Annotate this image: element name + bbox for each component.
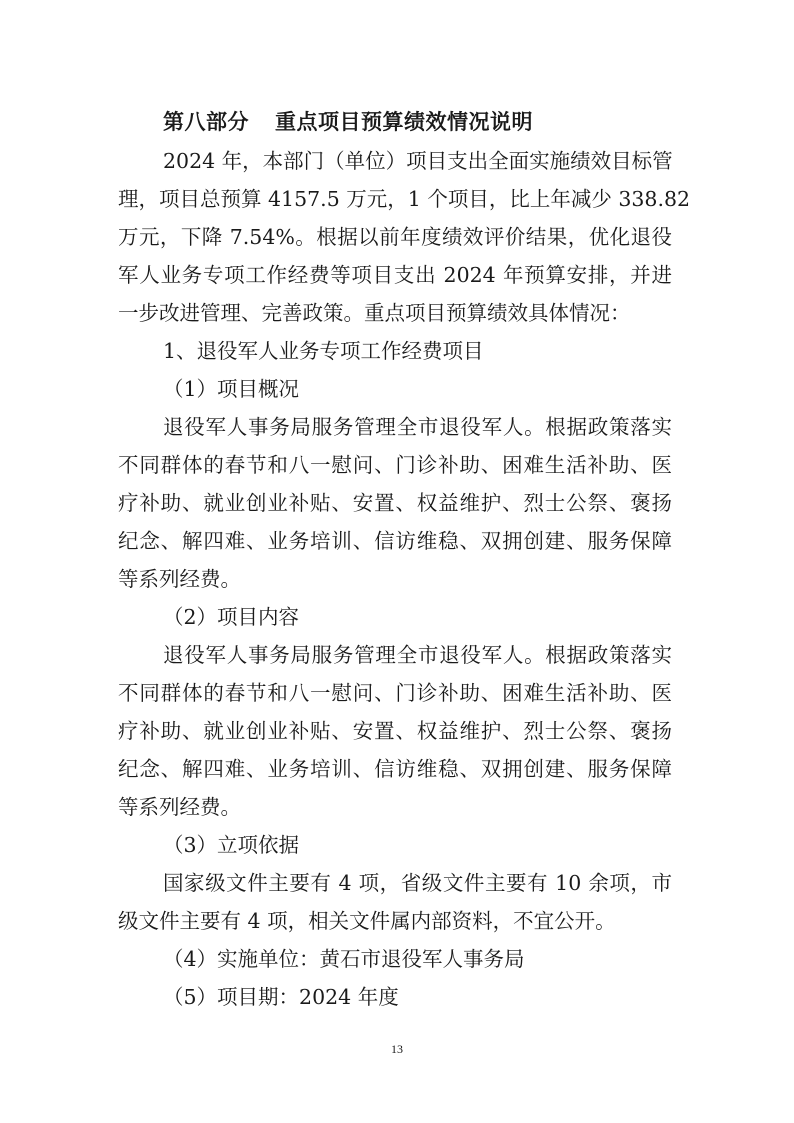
intro-line-2: 理，项目总预算 4157.5 万元，1 个项目，比上年减少 338.82 bbox=[118, 187, 691, 211]
item-heading-1: 1、退役军人业务专项工作经费项目 bbox=[163, 339, 484, 363]
content-line-4: 纪念、解四难、业务培训、信访维稳、双拥创建、服务保障 bbox=[118, 757, 672, 781]
basis-line-2: 级文件主要有 4 项，相关文件属内部资料，不宜公开。 bbox=[118, 909, 616, 933]
overview-line-1: 退役军人事务局服务管理全市退役军人。根据政策落实 bbox=[163, 415, 672, 439]
section-part-label: 第八部分 bbox=[163, 110, 249, 134]
overview-line-2: 不同群体的春节和八一慰问、门诊补助、困难生活补助、医 bbox=[118, 453, 672, 477]
overview-line-5: 等系列经费。 bbox=[118, 567, 241, 591]
subheading-overview: （1）项目概况 bbox=[163, 377, 300, 401]
basis-line-1: 国家级文件主要有 4 项，省级文件主要有 10 余项，市 bbox=[163, 871, 672, 895]
section-title: 重点项目预算绩效情况说明 bbox=[275, 110, 533, 134]
content-line-3: 疗补助、就业创业补贴、安置、权益维护、烈士公祭、褒扬 bbox=[118, 719, 672, 743]
intro-line-1: 2024 年，本部门（单位）项目支出全面实施绩效目标管 bbox=[163, 149, 673, 173]
overview-line-4: 纪念、解四难、业务培训、信访维稳、双拥创建、服务保障 bbox=[118, 529, 672, 553]
overview-line-3: 疗补助、就业创业补贴、安置、权益维护、烈士公祭、褒扬 bbox=[118, 491, 672, 515]
intro-line-3: 万元，下降 7.54%。根据以前年度绩效评价结果，优化退役 bbox=[118, 225, 672, 249]
content-line-2: 不同群体的春节和八一慰问、门诊补助、困难生活补助、医 bbox=[118, 681, 672, 705]
intro-line-4: 军人业务专项工作经费等项目支出 2024 年预算安排，并进 bbox=[118, 263, 672, 287]
content-line-1: 退役军人事务局服务管理全市退役军人。根据政策落实 bbox=[163, 643, 672, 667]
implementing-unit: （4）实施单位：黄石市退役军人事务局 bbox=[163, 947, 525, 971]
section-heading bbox=[163, 104, 533, 140]
project-period: （5）项目期：2024 年度 bbox=[163, 985, 399, 1009]
page-number: 13 bbox=[391, 1042, 403, 1056]
subheading-basis: （3）立项依据 bbox=[163, 833, 300, 857]
subheading-content: （2）项目内容 bbox=[163, 605, 300, 629]
intro-line-5: 一步改进管理、完善政策。重点项目预算绩效具体情况： bbox=[118, 301, 631, 325]
content-line-5: 等系列经费。 bbox=[118, 795, 241, 819]
